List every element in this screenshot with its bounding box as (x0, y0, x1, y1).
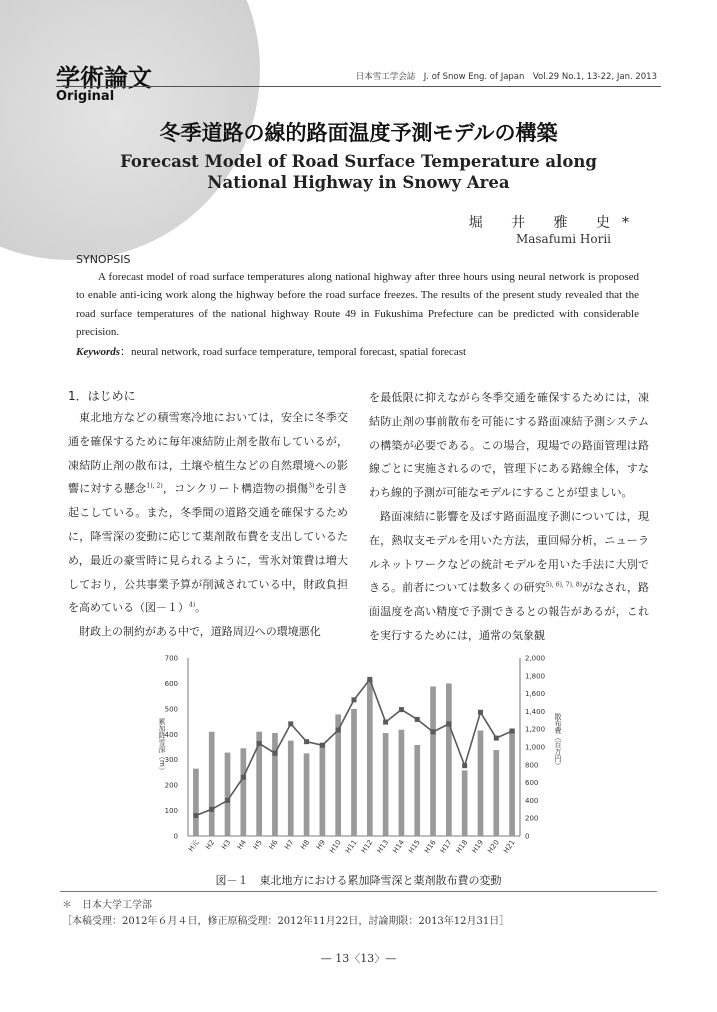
x-tick-label: H13 (375, 838, 391, 855)
x-tick-label: H3 (220, 838, 233, 852)
chart-point (431, 729, 436, 734)
y-left-tick-label: 600 (164, 679, 178, 688)
header-rule (56, 86, 661, 87)
chart-bar (367, 680, 373, 836)
x-tick-label: H10 (328, 838, 343, 855)
footnote-affiliation: ＊ 日本大学工学部 (62, 900, 152, 911)
x-tick-label: H12 (359, 838, 375, 855)
y-right-tick-label: 1,400 (525, 707, 546, 716)
chart-bar (240, 748, 246, 836)
chart-point (367, 677, 372, 682)
y-right-tick-label: 600 (525, 779, 539, 788)
y-right-tick-label: 800 (525, 761, 539, 770)
paragraph: を最低限に抑えながら冬季交通を確保するためには，凍結防止剤の事前散布を可能にする路面凍結予測システムの構築が必要である。この場合，現場での路面管理は路線ごとに実施されるので，管理下にある路線全体，すなわち線的予測が可能なモデルにすることが望ましい。 (369, 391, 649, 500)
text-run: ，コンクリート構造物の損傷 (162, 482, 309, 496)
x-tick-label: H11 (343, 838, 359, 855)
x-tick-label: H5 (251, 838, 264, 852)
x-tick-label: H2 (204, 838, 217, 852)
text-run: 。 (195, 601, 207, 615)
page-number: — 13〈13〉— (320, 952, 397, 965)
category-en: Original (56, 89, 115, 104)
keywords-label: Keywords (76, 346, 120, 358)
chart-point (304, 739, 309, 744)
y-right-tick-label: 0 (525, 832, 530, 841)
chart-point (510, 728, 515, 733)
chart-bar (320, 743, 326, 836)
synopsis-text: A forecast model of road surface temperatures along national highway after three hours using neural network is proposed to enable anti-icing work along the highway before the road surface freezes. The results of the present study revealed that the road surface temperatures of the national highway Route 49 in Fukushima Prefecture can be predicted with considerable precision. (76, 271, 639, 339)
chart-bar (304, 753, 310, 836)
citation: 4) (189, 601, 196, 609)
x-tick-label: H8 (299, 838, 312, 852)
chart-point (478, 710, 483, 715)
citation: 1), 2) (146, 482, 163, 490)
author-ja: 堀 井 雅 史* (468, 215, 641, 231)
y-right-axis-title: 散布費（百万円） (554, 713, 562, 769)
chart-point (383, 720, 388, 725)
figure-1-chart (140, 648, 560, 870)
chart-bar (225, 753, 231, 836)
x-tick-label: H16 (423, 838, 438, 855)
chart-point (225, 798, 230, 803)
keywords (76, 343, 639, 359)
chart-point (462, 763, 467, 768)
y-left-axis-title: 累加降雪深（m） (158, 718, 166, 774)
y-right-tick-label: 400 (525, 796, 539, 805)
synopsis-heading: SYNOPSIS (76, 253, 131, 266)
chart-point (494, 736, 499, 741)
y-left-tick-label: 400 (164, 730, 178, 739)
text-run: 東北地方などの積雪寒冷地においては，安全に冬季交通を確保するために毎年凍結防止剤を散布しているが，凍結防止剤の散布は，土壌や植生などの自然環境への影響に対する懸念 (68, 411, 348, 496)
title-ja: 冬季道路の線的路面温度予測モデルの構築 (159, 121, 558, 145)
y-left-tick-label: 700 (164, 654, 178, 663)
chart-point (336, 728, 341, 733)
y-left-tick-label: 0 (173, 832, 178, 841)
chart-bar (209, 732, 215, 836)
keywords-list: ：neural network, road surface temperature, temporal forecast, spatial forecast (120, 346, 467, 358)
chart-point (257, 741, 262, 746)
x-tick-label: H6 (267, 838, 280, 852)
chart-point (399, 707, 404, 712)
x-tick-label: H9 (314, 838, 328, 852)
text-run: 路面凍結に影響を及ぼす路面温度予測については，現在，熱収支モデルを用いた方法，重回帰分析，ニューラルネットワークなどの統計モデルを用いた手法に大別できる。前者については数多くの研究 (369, 509, 649, 595)
chart-point (288, 721, 293, 726)
title-en (0, 151, 717, 193)
title-en-line1: Forecast Model of Road Surface Temperature along (120, 152, 597, 171)
chart-bar (478, 730, 484, 836)
chart-bar (193, 769, 199, 836)
chart-point (415, 717, 420, 722)
chart-bar (462, 770, 468, 836)
text-run: を引き起こしている。また，冬季間の道路交通を確保するために，降雪深の変動に応じて薬剤散布費を支出しているため，最近の豪雪時に見られるように，雪氷対策費は増大しており，公共事業予算が削減されている中，財政負担を高めている（図－１） (68, 482, 348, 615)
chart-point (352, 697, 357, 702)
paragraph (369, 505, 649, 648)
x-tick-label: H15 (407, 838, 422, 855)
chart-point (209, 807, 214, 812)
chart-bar (430, 686, 436, 836)
chart-bar (399, 730, 405, 836)
footnote-rule (60, 891, 657, 892)
chart-point (193, 813, 198, 818)
chart-bar (288, 741, 294, 836)
author-en: Masafumi Horii (515, 232, 611, 246)
paragraph (68, 406, 348, 620)
left-column (68, 386, 348, 644)
chart-bar (351, 709, 357, 836)
right-column (369, 386, 649, 648)
y-left-tick-label: 500 (164, 705, 178, 714)
paragraph: 財政上の制約がある中で，道路周辺への環境悪化 (79, 625, 321, 639)
chart-point (446, 721, 451, 726)
figure-caption: 図－１ 東北地方における累加降雪深と薬剤散布費の変動 (215, 874, 502, 887)
y-right-tick-label: 2,000 (525, 654, 546, 663)
y-left-tick-label: 200 (164, 781, 178, 790)
x-tick-label: H18 (454, 838, 470, 855)
x-tick-label: H元 (186, 838, 201, 854)
x-tick-label: H19 (470, 838, 486, 855)
x-tick-label: H17 (438, 838, 454, 855)
y-left-tick-label: 100 (164, 807, 178, 816)
chart-bar (446, 683, 452, 836)
title-en-line2: National Highway in Snowy Area (207, 173, 510, 192)
y-right-tick-label: 200 (525, 814, 539, 823)
chart-point (241, 775, 246, 780)
x-tick-label: H4 (235, 838, 248, 852)
section-heading: 1．はじめに (68, 389, 136, 403)
chart-bar (383, 733, 389, 836)
journal-header: 日本雪工学会誌 J. of Snow Eng. of Japan Vol.29 No.1, 13-22, Jan. 2013 (355, 72, 657, 82)
text-run: がなされ，路面温度を高い精度で予測できるとの報告があるが，これを実行するためには，通常の気象観 (369, 581, 649, 642)
category-ja: 学術論文 (56, 64, 152, 92)
x-tick-label: H7 (283, 838, 296, 852)
y-right-tick-label: 1,600 (525, 690, 546, 699)
y-right-tick-label: 1,200 (525, 725, 546, 734)
chart-bar (414, 745, 420, 836)
y-left-tick-label: 300 (164, 756, 178, 765)
citation: 5), 6), 7), 8) (545, 581, 582, 589)
x-tick-label: H21 (502, 838, 517, 855)
chart-bar (493, 750, 499, 836)
citation: 3) (308, 482, 315, 490)
y-right-tick-label: 1,800 (525, 672, 546, 681)
chart-point (272, 751, 277, 756)
x-tick-label: H20 (486, 838, 501, 855)
footnote-dates: ［本稿受理：2012年６月４日，修正原稿受理：2012年11月22日，討論期限：2013年12月31日］ (62, 916, 510, 927)
chart-bar (509, 729, 515, 836)
chart-point (320, 743, 325, 748)
y-right-tick-label: 1,000 (525, 743, 546, 752)
x-tick-label: H14 (391, 838, 407, 855)
